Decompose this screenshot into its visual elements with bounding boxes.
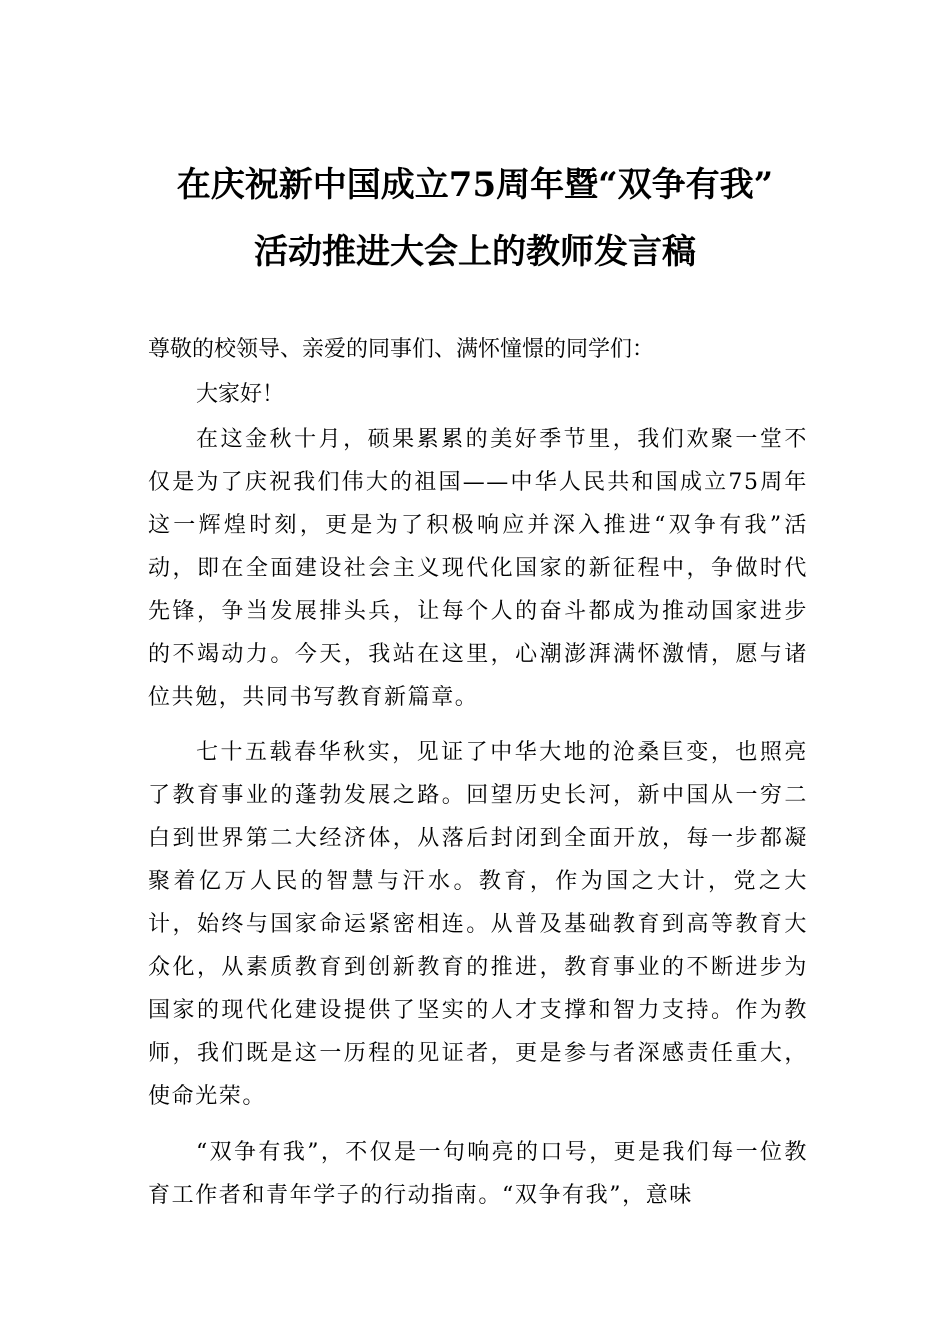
salutation: 尊敬的校领导、亲爱的同事们、满怀憧憬的同学们： [148, 337, 655, 362]
paragraph-2: 七十五载春华秋实，见证了中华大地的沧桑巨变，也照亮了教育事业的蓬勃发展之路。回望历史长河，新中国从一穷二白到世界第二大经济体，从落后封闭到全面开放，每一步都凝聚着亿万人民的智慧与汗水。教育，作为国之大计，党之大计，始终与国家命运紧密相连。从普及基础教育到高等教育大众化，从素质教育到创新教育的推进，教育事业的不断进步为国家的现代化建设提供了坚实的人才支撑和智力支持。作为教师，我们既是这一历程的见证者，更是参与者深感责任重大，使命光荣。 [148, 740, 808, 1109]
document-title-line-2: 活动推进大会上的教师发言稿 [254, 232, 696, 272]
greeting: 大家好！ [196, 382, 285, 407]
paragraph-3: “双争有我”，不仅是一句响亮的口号，更是我们每一位教育工作者和青年学子的行动指南。“双争有我”，意味 [148, 1140, 808, 1208]
document-title-line-1: 在庆祝新中国成立75周年暨“双争有我” [176, 165, 774, 205]
paragraph-1: 在这金秋十月，硕果累累的美好季节里，我们欢聚一堂不仅是为了庆祝我们伟大的祖国——中华人民共和国成立75周年这一辉煌时刻，更是为了积极响应并深入推进“双争有我”活动，即在全面建设社会主义现代化国家的新征程中，争做时代先锋，争当发展排头兵，让每个人的奋斗都成为推动国家进步的不竭动力。今天，我站在这里，心潮澎湃满怀激情，愿与诸位共勉，共同书写教育新篇章。 [148, 427, 808, 710]
